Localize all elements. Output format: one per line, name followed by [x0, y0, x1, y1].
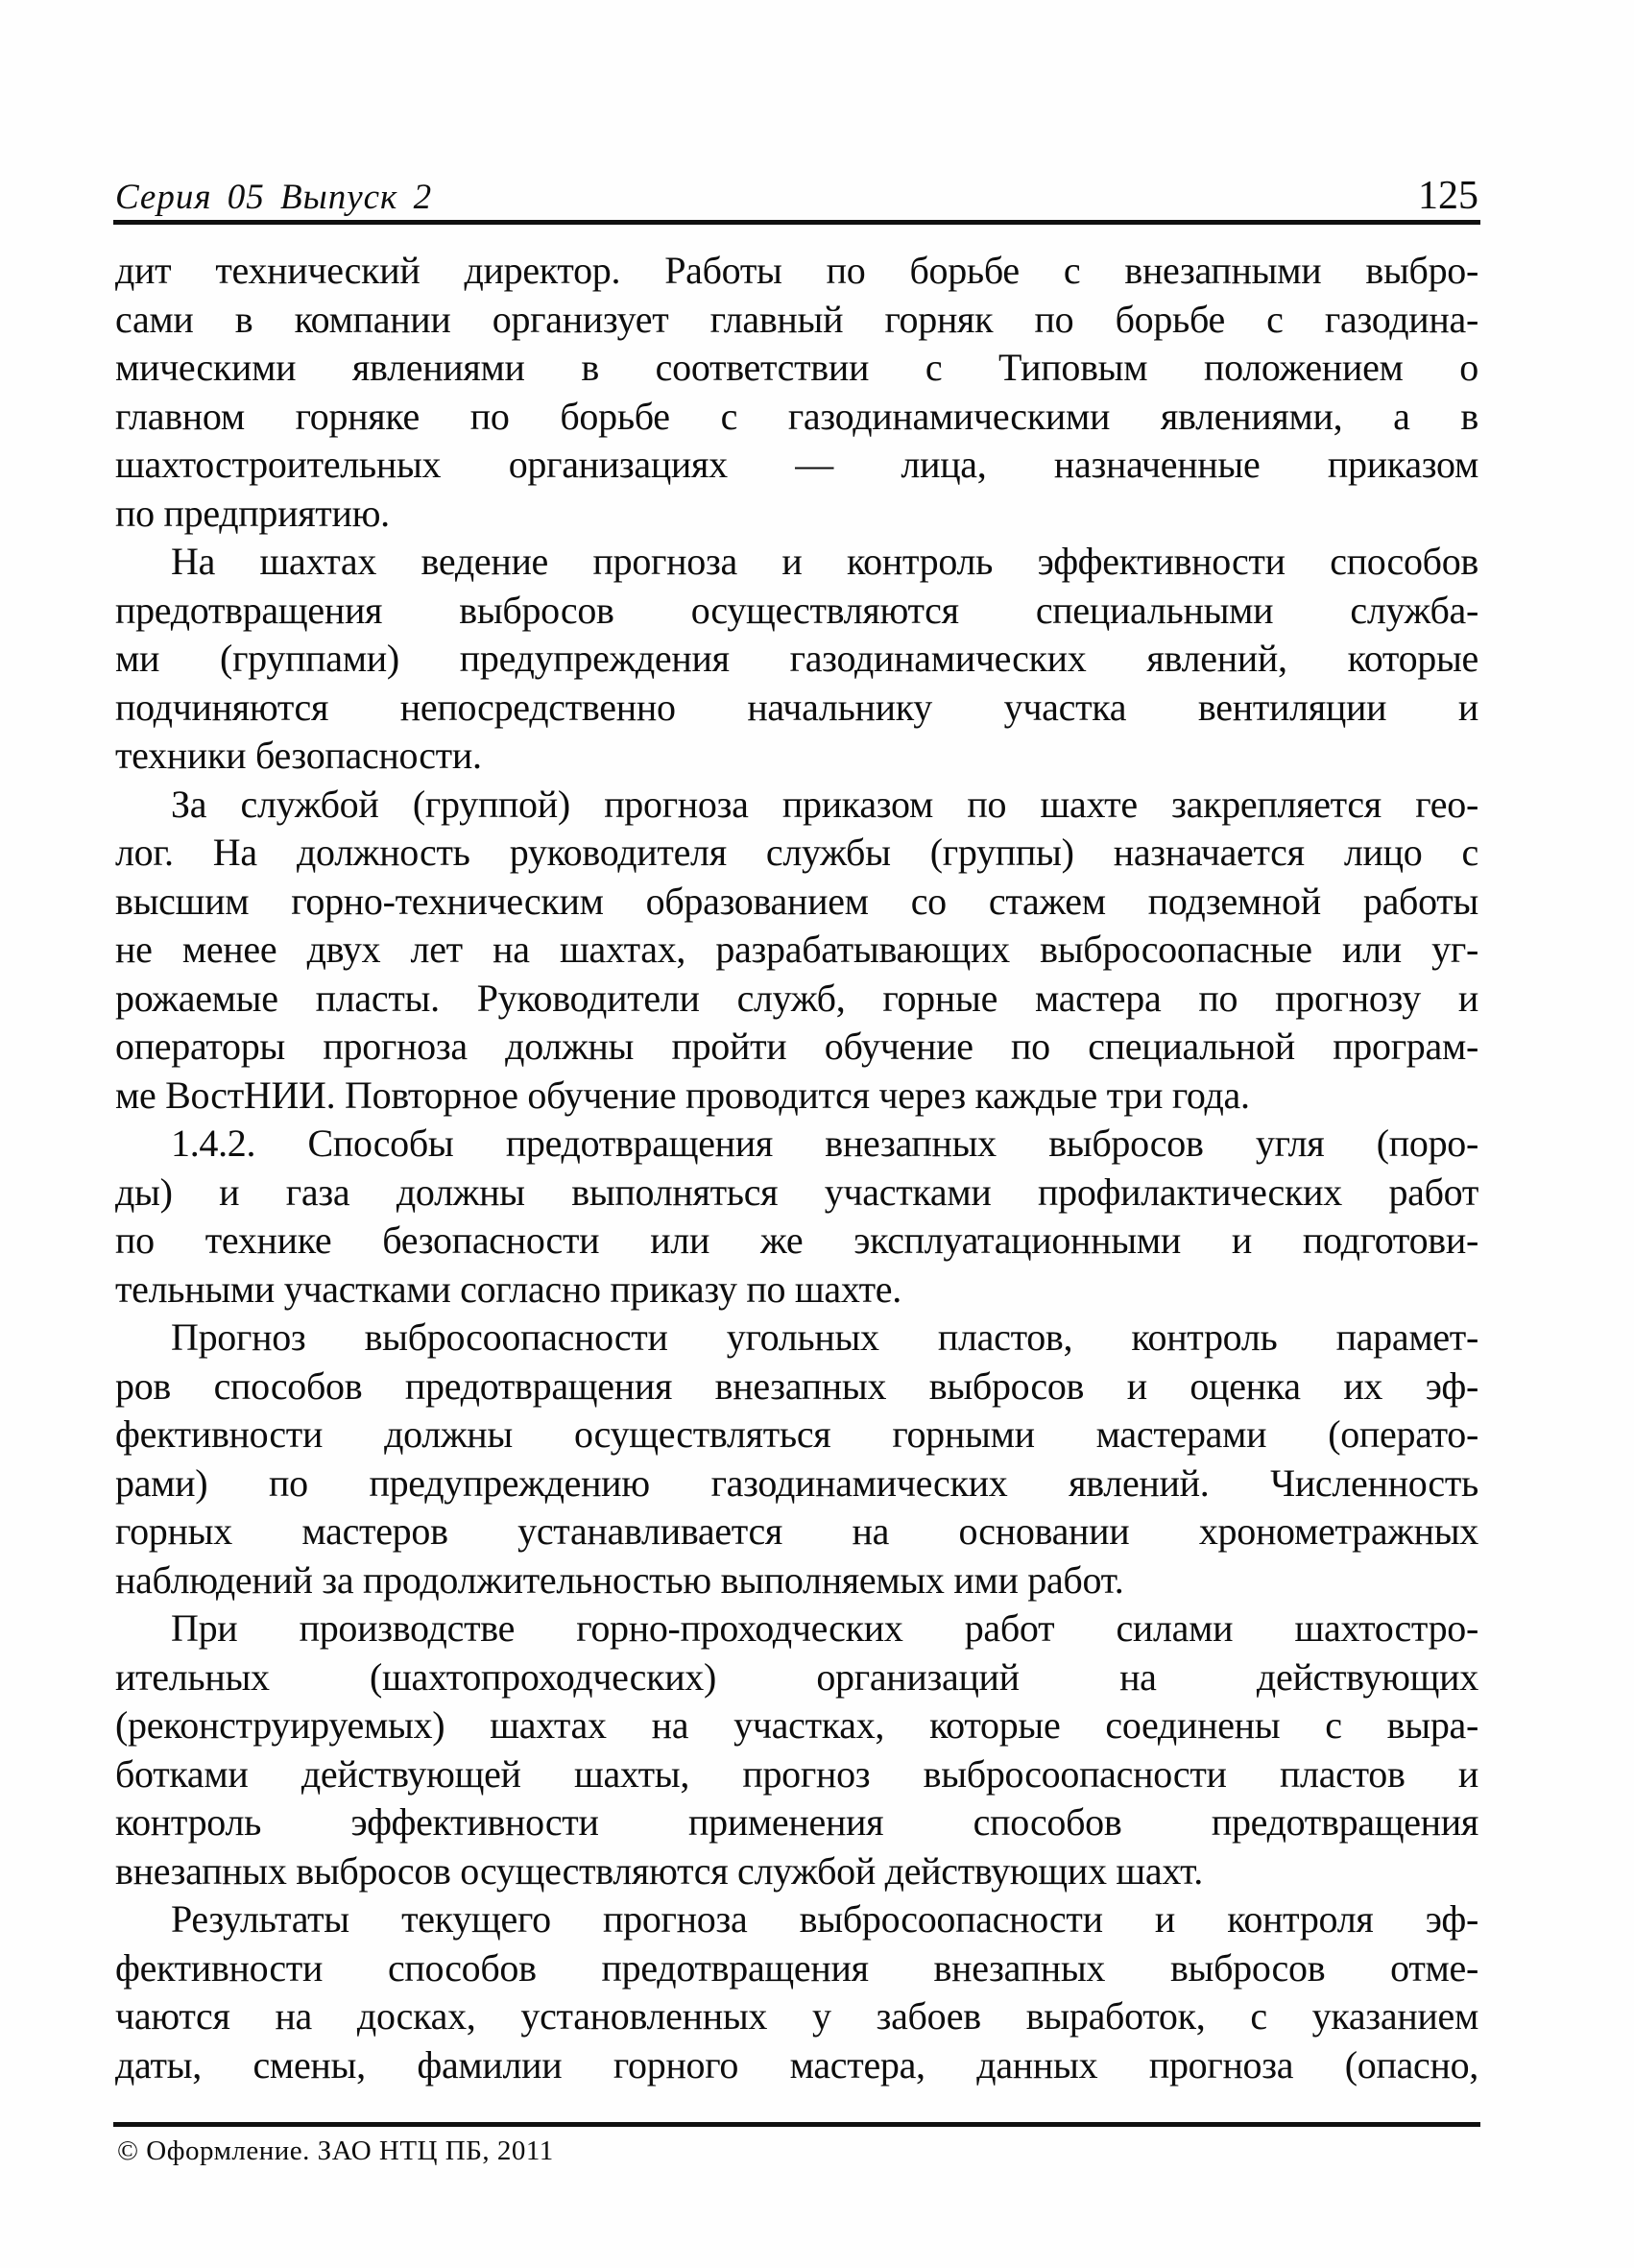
text-line: ми (группами) предупреждения газодинамических явлений, которые [115, 637, 1478, 680]
text-line: шахтостроительных организациях — лица, назначенные приказом [115, 443, 1478, 486]
text-line: высшим горно-техническим образованием со стажем подземной работы [115, 879, 1478, 923]
text-line: Результаты текущего прогноза выбросоопасности и контроля эф- [171, 1897, 1478, 1941]
text-line: (реконструируемых) шахтах на участках, которые соединены с выра- [115, 1703, 1478, 1747]
header-divider [113, 220, 1480, 225]
text-line: наблюдений за продолжительностью выполняемых ими работ. [115, 1557, 1124, 1602]
text-line: по технике безопасности или же эксплуатационными и подготови- [115, 1218, 1478, 1262]
text-line: подчиняются непосредственно начальнику участка вентиляции и [115, 685, 1478, 729]
text-line: фективности должны осуществляться горными мастерами (операто- [115, 1412, 1478, 1456]
text-line: Прогноз выбросоопасности угольных пластов, контроль парамет- [171, 1315, 1478, 1359]
text-line: тельными участками согласно приказу по шахте. [115, 1267, 901, 1311]
text-line: лог. На должность руководителя службы (группы) назначается лицо с [115, 831, 1478, 874]
text-line: При производстве горно-проходческих работ силами шахтостро- [171, 1606, 1478, 1650]
series-title: Серия 05 Выпуск 2 [115, 178, 433, 217]
text-line: дит технический директор. Работы по борьбе с внезапными выбро- [115, 249, 1478, 292]
body-text [115, 247, 1478, 2089]
page-header [115, 173, 1478, 219]
text-line: ботками действующей шахты, прогноз выбросоопасности пластов и [115, 1751, 1478, 1796]
text-line: операторы прогноза должны пройти обучение по специальной програм- [115, 1025, 1478, 1068]
text-line: не менее двух лет на шахтах, разрабатывающих выбросоопасные или уг- [115, 928, 1478, 971]
footer-divider [113, 2122, 1480, 2127]
page-number: 125 [1418, 174, 1478, 218]
text-line: ров способов предотвращения внезапных выбросов и оценка их эф- [115, 1363, 1478, 1408]
text-line: главном горняке по борьбе с газодинамическими явлениями, а в [115, 394, 1478, 438]
text-line: по предприятию. [115, 491, 390, 535]
text-line: внезапных выбросов осуществляются службой действующих шахт. [115, 1848, 1203, 1893]
text-line: мическими явлениями в соответствии с Типовым положением о [115, 346, 1478, 389]
text-line: техники безопасности. [115, 734, 482, 777]
text-line: За службой (группой) прогноза приказом по шахте закрепляется гео- [171, 782, 1478, 826]
text-line: ды) и газа должны выполняться участками профилактических работ [115, 1170, 1478, 1214]
text-line: контроль эффективности применения способов предотвращения [115, 1800, 1478, 1844]
text-line: рожаемые пласты. Руководители служб, горные мастера по прогнозу и [115, 976, 1478, 1020]
text-line: даты, смены, фамилии горного мастера, данных прогноза (опасно, [115, 2042, 1478, 2087]
text-line: чаются на досках, установленных у забоев выработок, с указанием [115, 1994, 1478, 2038]
text-line: ительных (шахтопроходческих) организаций на действующих [115, 1654, 1478, 1699]
copyright-notice: © Оформление. ЗАО НТЦ ПБ, 2011 [117, 2135, 554, 2166]
text-line: фективности способов предотвращения внезапных выбросов отме- [115, 1945, 1478, 1990]
text-line: ме ВостНИИ. Повторное обучение проводится через каждые три года. [115, 1073, 1250, 1117]
text-line: горных мастеров устанавливается на основании хронометражных [115, 1509, 1478, 1553]
text-line: сами в компании организует главный горняк по борьбе с газодина- [115, 297, 1478, 341]
text-line: рами) по предупреждению газодинамических явлений. Численность [115, 1460, 1478, 1505]
text-line: На шахтах ведение прогноза и контроль эффективности способов [171, 540, 1478, 583]
text-line: 1.4.2. Способы предотвращения внезапных выбросов угля (поро- [171, 1122, 1478, 1165]
text-line: предотвращения выбросов осуществляются специальными служба- [115, 588, 1478, 632]
